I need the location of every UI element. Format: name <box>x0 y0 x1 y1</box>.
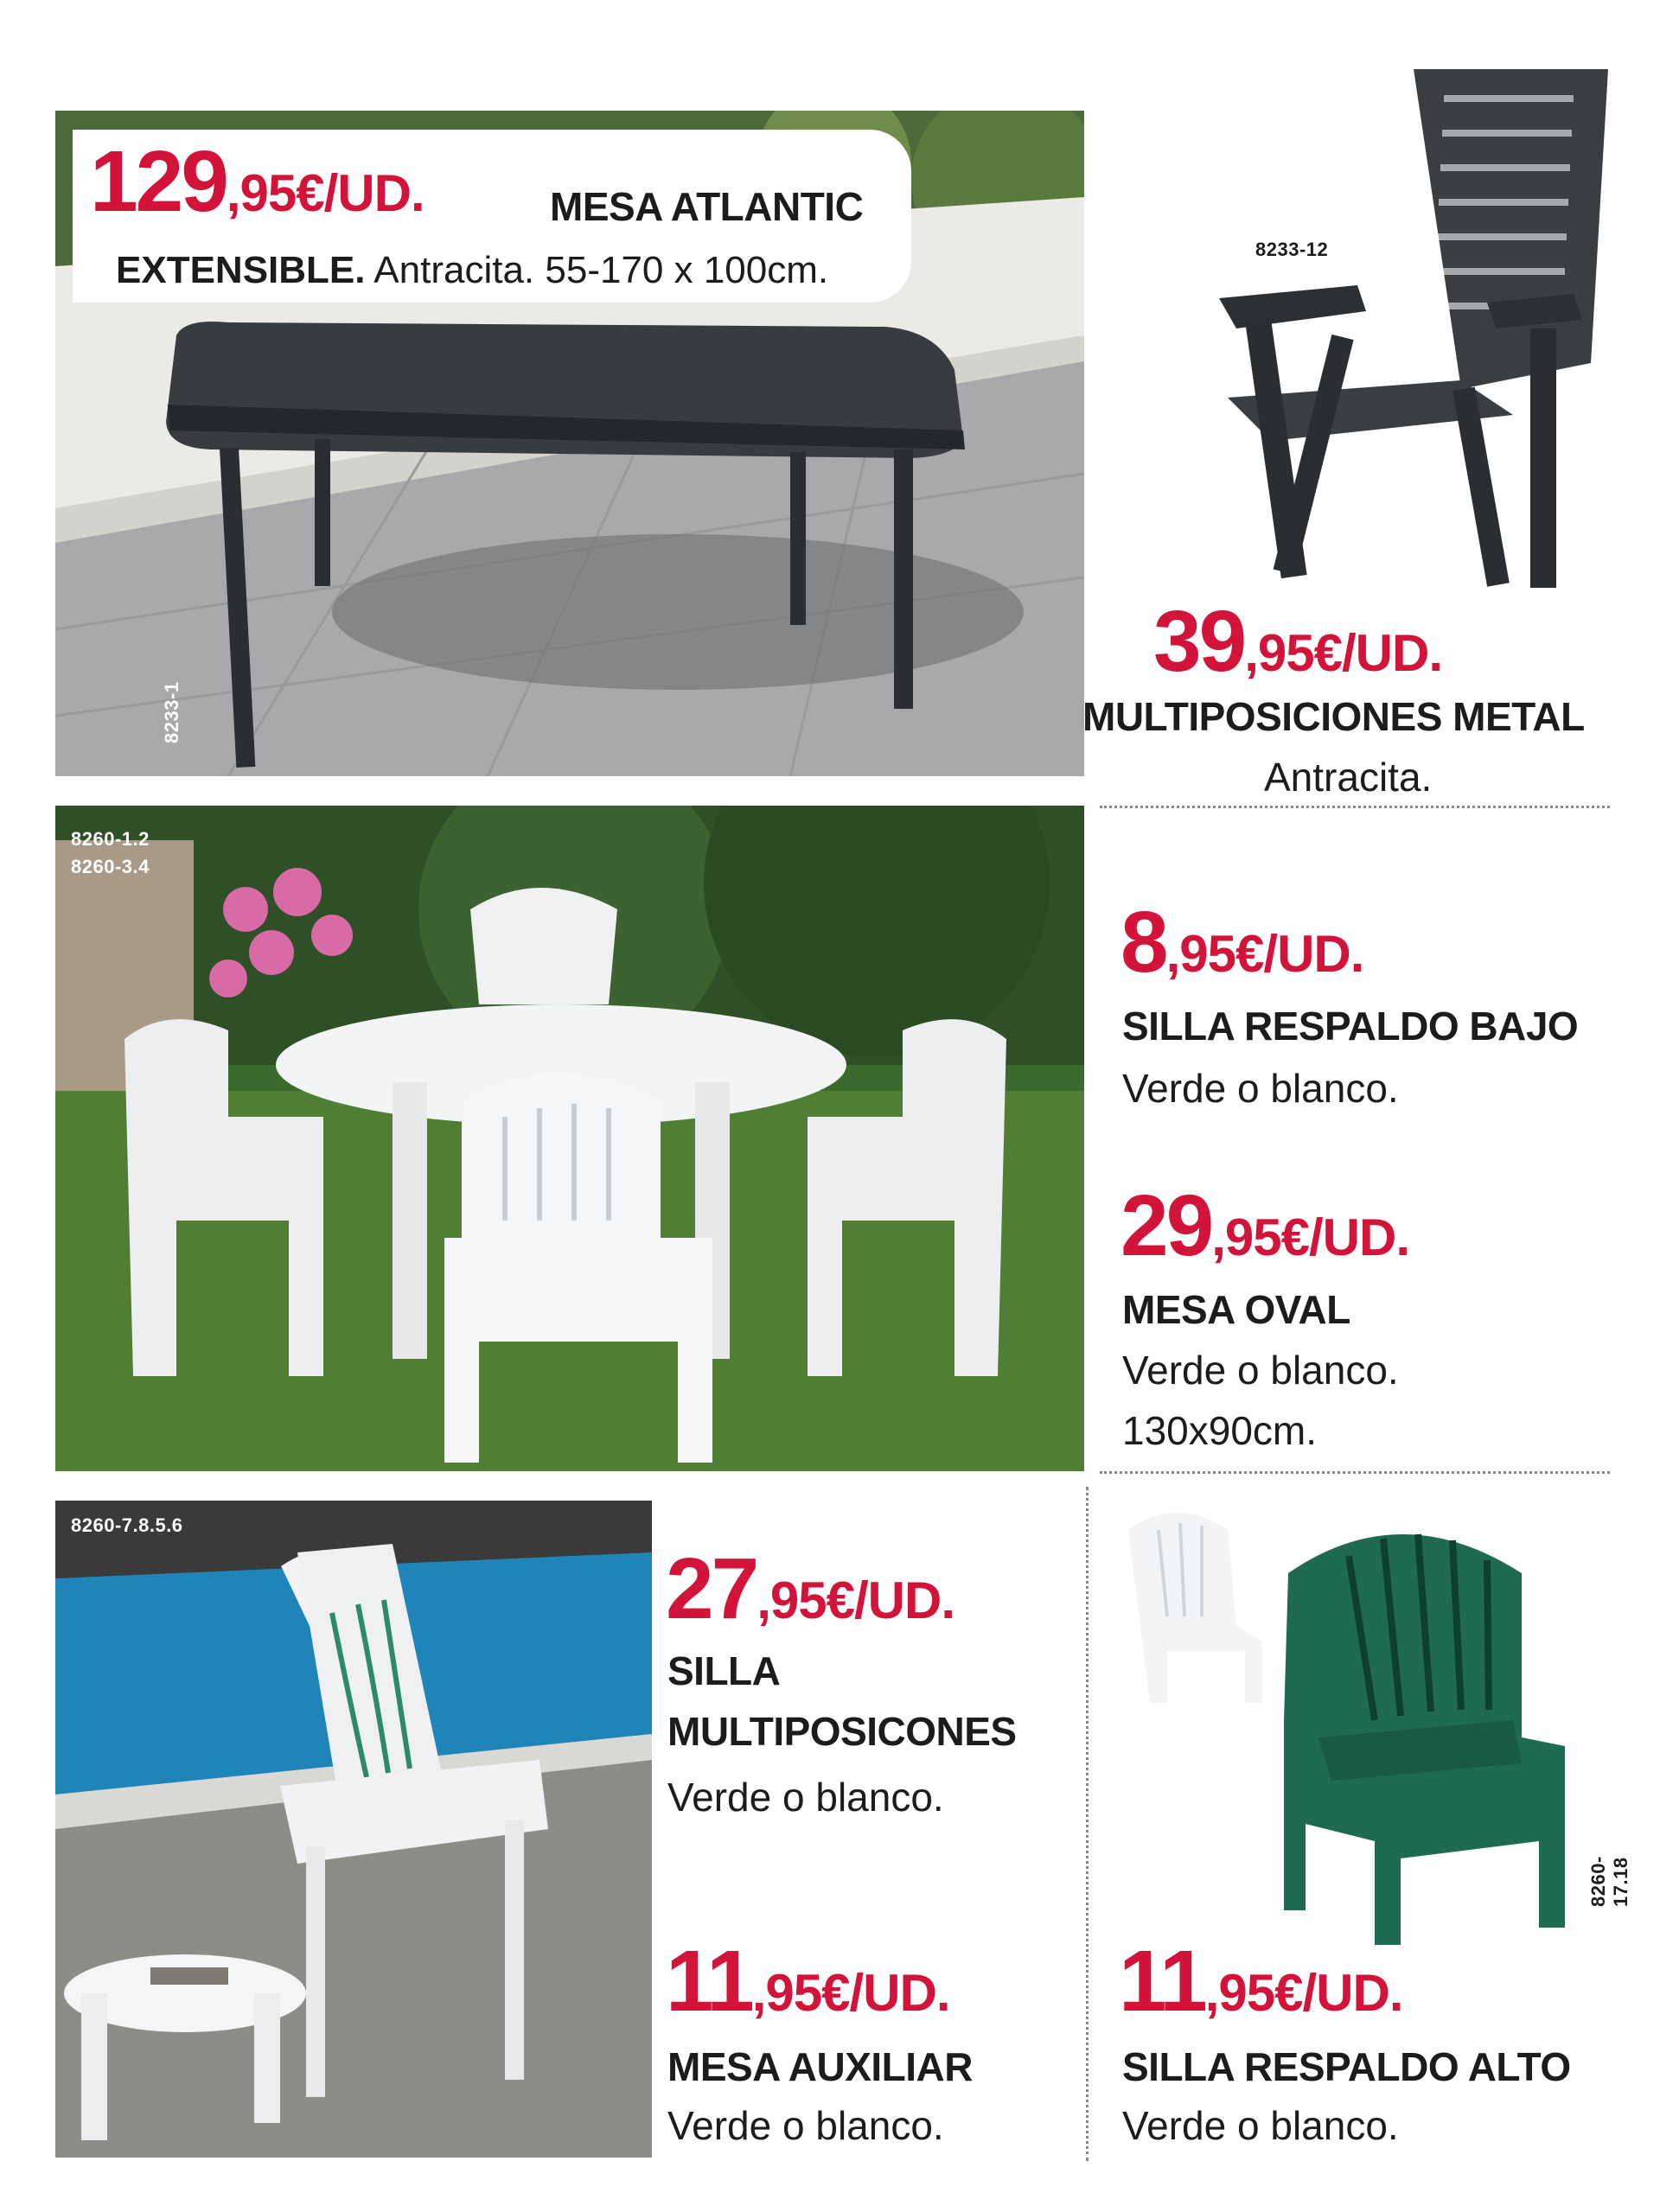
mesa-atlantic-code: 8233-1 <box>161 681 182 743</box>
mesa-oval-desc-1: Verde o blanco. <box>1122 1348 1399 1393</box>
silla-multiposicones-title-2: MULTIPOSICONES <box>667 1709 1017 1754</box>
photo-pool-lounger <box>55 1501 652 2158</box>
set-code-1: 8260-1.2 <box>71 828 150 850</box>
multiposiciones-metal-price: 39,95€/UD. <box>1153 593 1443 690</box>
mesa-auxiliar-price: 11,95€/UD. <box>666 1933 950 2030</box>
mesa-auxiliar-title: MESA AUXILIAR <box>667 2044 973 2089</box>
mesa-atlantic-title-2: EXTENSIBLE. <box>116 249 366 291</box>
silla-respaldo-alto-price: 11,95€/UD. <box>1119 1933 1403 2030</box>
mesa-atlantic-title-1: MESA ATLANTIC <box>550 184 864 229</box>
mesa-oval-desc-2: 130x90cm. <box>1122 1408 1318 1453</box>
multiposiciones-metal-code: 8233-12 <box>1255 239 1329 260</box>
silla-respaldo-bajo-title: SILLA RESPALDO BAJO <box>1122 1004 1579 1049</box>
silla-respaldo-alto-title: SILLA RESPALDO ALTO <box>1122 2044 1571 2089</box>
multiposiciones-metal-desc: Antracita. <box>1264 755 1433 800</box>
mesa-atlantic-desc: Antracita. 55-170 x 100cm. <box>374 249 829 291</box>
silla-respaldo-alto-code: 8260-17.18 <box>1587 1856 1631 1907</box>
divider-right-1 <box>1100 806 1610 808</box>
silla-multiposicones-price: 27,95€/UD. <box>666 1540 955 1637</box>
mesa-atlantic-price: 129,95€/UD. <box>90 133 425 230</box>
mesa-oval-title: MESA OVAL <box>1122 1287 1350 1332</box>
silla-multiposicones-title-1: SILLA <box>667 1648 781 1693</box>
mesa-oval-price: 29,95€/UD. <box>1120 1177 1410 1274</box>
mesa-atlantic-line-2 <box>116 249 828 292</box>
photo-chairs-respaldo-alto <box>1115 1478 1608 1962</box>
divider-vertical <box>1086 1487 1089 2161</box>
divider-right-2 <box>1100 1471 1610 1474</box>
silla-multiposicones-code: 8260-7.8.5.6 <box>71 1514 183 1536</box>
photo-white-set <box>55 806 1084 1471</box>
silla-respaldo-bajo-price: 8,95€/UD. <box>1120 894 1364 991</box>
photo-chair-anthracite <box>1202 52 1617 605</box>
multiposiciones-metal-title: MULTIPOSICIONES METAL <box>1082 694 1585 739</box>
silla-respaldo-bajo-desc: Verde o blanco. <box>1122 1066 1399 1111</box>
silla-respaldo-alto-desc: Verde o blanco. <box>1122 2103 1399 2148</box>
set-code-2: 8260-3.4 <box>71 856 150 877</box>
silla-multiposicones-desc: Verde o blanco. <box>667 1775 944 1820</box>
mesa-auxiliar-desc: Verde o blanco. <box>667 2103 944 2148</box>
